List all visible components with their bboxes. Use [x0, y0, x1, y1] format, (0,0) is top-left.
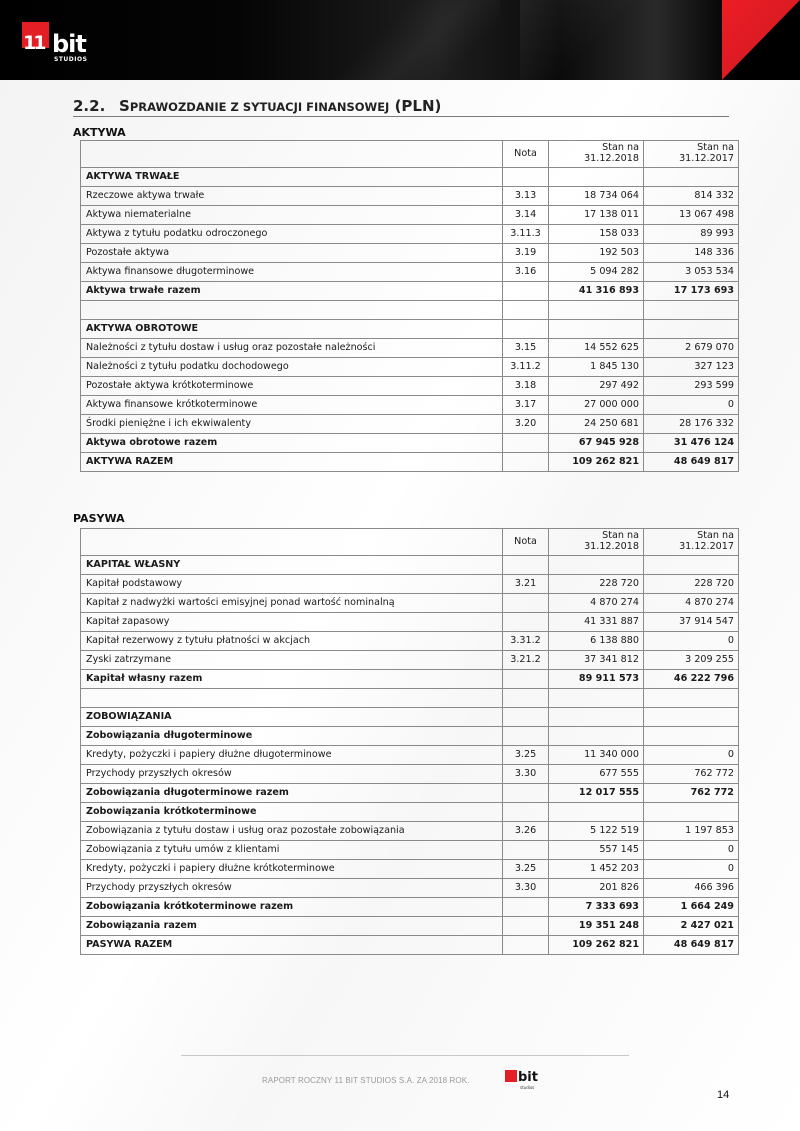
note-ref-cell: 3.25 [503, 746, 549, 765]
section-title-initial: S [119, 97, 130, 115]
note-ref-cell: 3.19 [503, 244, 549, 263]
value-2018-cell: 17 138 011 [549, 206, 644, 225]
header-cell-nota: Nota [503, 141, 549, 168]
note-ref-cell [503, 320, 549, 339]
note-ref-cell: 3.26 [503, 822, 549, 841]
value-2018-cell: 89 911 573 [549, 670, 644, 689]
table-row [81, 187, 739, 206]
table-total-row [81, 784, 739, 803]
value-2017-cell: 0 [644, 860, 739, 879]
row-label-cell: Pozostałe aktywa [81, 244, 503, 263]
assets-table [80, 140, 739, 472]
note-ref-cell: 3.15 [503, 339, 549, 358]
table-row [81, 396, 739, 415]
value-2017-cell [644, 301, 739, 320]
note-ref-cell [503, 282, 549, 301]
value-2018-cell: 67 945 928 [549, 434, 644, 453]
row-label-cell: Zobowiązania krótkoterminowe razem [81, 898, 503, 917]
row-label-cell: Zobowiązania z tytułu dostaw i usług oraz pozostałe zobowiązania [81, 822, 503, 841]
value-2017-cell [644, 803, 739, 822]
row-label-cell: Zobowiązania długoterminowe [81, 727, 503, 746]
value-2017-cell: 13 067 498 [644, 206, 739, 225]
footer-report-title: RAPORT ROCZNY 11 BIT STUDIOS S.A. ZA 2018 ROK. [262, 1076, 470, 1085]
row-label-cell: PASYWA RAZEM [81, 936, 503, 955]
value-2018-cell [549, 803, 644, 822]
value-2017-cell: 814 332 [644, 187, 739, 206]
value-2017-cell: 37 914 547 [644, 613, 739, 632]
value-2018-cell: 27 000 000 [549, 396, 644, 415]
value-2017-cell: 327 123 [644, 358, 739, 377]
value-2018-cell: 158 033 [549, 225, 644, 244]
table-row [81, 575, 739, 594]
value-2018-cell: 18 734 064 [549, 187, 644, 206]
table-total-row [81, 282, 739, 301]
value-2018-cell [549, 301, 644, 320]
row-label-cell: Kapitał podstawowy [81, 575, 503, 594]
note-ref-cell: 3.18 [503, 377, 549, 396]
header-date: 31.12.2017 [679, 153, 734, 164]
value-2018-cell: 24 250 681 [549, 415, 644, 434]
note-ref-cell [503, 301, 549, 320]
page-number: 14 [717, 1089, 730, 1101]
row-label-cell: Należności z tytułu podatku dochodowego [81, 358, 503, 377]
note-ref-cell [503, 434, 549, 453]
section-title-text: PRAWOZDANIE Z SYTUACJI FINANSOWEJ [129, 100, 390, 114]
value-2018-cell: 677 555 [549, 765, 644, 784]
value-2017-cell [644, 689, 739, 708]
liabilities-table [80, 528, 739, 955]
row-label-cell: Kapitał rezerwowy z tytułu płatności w akcjach [81, 632, 503, 651]
value-2017-cell: 0 [644, 746, 739, 765]
footer-logo [505, 1070, 553, 1094]
row-label-cell: Zobowiązania razem [81, 917, 503, 936]
value-2017-cell: 1 664 249 [644, 898, 739, 917]
row-label-cell: Aktywa trwałe razem [81, 282, 503, 301]
value-2018-cell: 4 870 274 [549, 594, 644, 613]
section-heading [73, 97, 729, 117]
table-header-row [81, 529, 739, 556]
aktywa-label: AKTYWA [73, 126, 126, 139]
row-label-cell: AKTYWA TRWAŁE [81, 168, 503, 187]
table-row [81, 594, 739, 613]
table-row [81, 822, 739, 841]
note-ref-cell [503, 917, 549, 936]
table-row [81, 746, 739, 765]
value-2017-cell: 1 197 853 [644, 822, 739, 841]
note-ref-cell [503, 453, 549, 472]
row-label-cell: Przychody przyszłych okresów [81, 879, 503, 898]
header-cell-item [81, 141, 503, 168]
row-label-cell: Przychody przyszłych okresów [81, 765, 503, 784]
value-2017-cell: 293 599 [644, 377, 739, 396]
row-label-cell: Należności z tytułu dostaw i usług oraz pozostałe należności [81, 339, 503, 358]
note-ref-cell [503, 689, 549, 708]
header-label: Stan na [697, 142, 734, 154]
note-ref-cell: 3.13 [503, 187, 549, 206]
section-title-currency: (PLN) [394, 97, 442, 115]
table-section-row [81, 168, 739, 187]
table-row [81, 358, 739, 377]
value-2017-cell [644, 708, 739, 727]
value-2017-cell: 46 222 796 [644, 670, 739, 689]
note-ref-cell [503, 613, 549, 632]
header-cell-2017 [644, 529, 739, 556]
value-2018-cell: 12 017 555 [549, 784, 644, 803]
table-row [81, 879, 739, 898]
row-label-cell: AKTYWA OBROTOWE [81, 320, 503, 339]
row-label-cell: Aktywa z tytułu podatku odroczonego [81, 225, 503, 244]
header-date: 31.12.2018 [584, 153, 639, 164]
section-number: 2.2. [73, 97, 106, 115]
footer-logo-subtitle: studios [520, 1085, 535, 1090]
value-2018-cell: 6 138 880 [549, 632, 644, 651]
note-ref-cell: 3.21.2 [503, 651, 549, 670]
value-2017-cell [644, 320, 739, 339]
table-row [81, 415, 739, 434]
value-2018-cell: 37 341 812 [549, 651, 644, 670]
value-2018-cell: 41 331 887 [549, 613, 644, 632]
table-row [81, 377, 739, 396]
value-2017-cell: 48 649 817 [644, 453, 739, 472]
value-2017-cell: 4 870 274 [644, 594, 739, 613]
note-ref-cell [503, 168, 549, 187]
row-label-cell: Aktywa niematerialne [81, 206, 503, 225]
value-2018-cell [549, 168, 644, 187]
value-2017-cell: 28 176 332 [644, 415, 739, 434]
note-ref-cell [503, 784, 549, 803]
table-row [81, 632, 739, 651]
row-label-cell: Zobowiązania krótkoterminowe [81, 803, 503, 822]
row-label-cell: Aktywa finansowe długoterminowe [81, 263, 503, 282]
value-2017-cell [644, 168, 739, 187]
value-2017-cell: 228 720 [644, 575, 739, 594]
value-2018-cell: 1 845 130 [549, 358, 644, 377]
row-label-cell: Kapitał z nadwyżki wartości emisyjnej ponad wartość nominalną [81, 594, 503, 613]
note-ref-cell: 3.16 [503, 263, 549, 282]
note-ref-cell [503, 708, 549, 727]
footer-divider [181, 1055, 629, 1056]
note-ref-cell [503, 898, 549, 917]
value-2017-cell: 3 053 534 [644, 263, 739, 282]
header-cell-2018 [549, 141, 644, 168]
value-2017-cell: 2 679 070 [644, 339, 739, 358]
value-2018-cell: 109 262 821 [549, 936, 644, 955]
table-row [81, 206, 739, 225]
table-spacer-row [81, 689, 739, 708]
row-label-cell: Aktywa finansowe krótkoterminowe [81, 396, 503, 415]
value-2018-cell: 5 094 282 [549, 263, 644, 282]
row-label-cell: Kapitał zapasowy [81, 613, 503, 632]
header-cell-2017 [644, 141, 739, 168]
header-label: Stan na [697, 530, 734, 542]
header-date: 31.12.2018 [584, 541, 639, 552]
note-ref-cell [503, 670, 549, 689]
table-total-row [81, 670, 739, 689]
value-2017-cell: 2 427 021 [644, 917, 739, 936]
table-total-row [81, 898, 739, 917]
table-total-row [81, 453, 739, 472]
value-2017-cell: 0 [644, 396, 739, 415]
table-row [81, 765, 739, 784]
row-label-cell: Środki pieniężne i ich ekwiwalenty [81, 415, 503, 434]
value-2018-cell: 41 316 893 [549, 282, 644, 301]
table-section-row [81, 803, 739, 822]
row-label-cell: Kapitał własny razem [81, 670, 503, 689]
table-total-row [81, 917, 739, 936]
note-ref-cell [503, 594, 549, 613]
note-ref-cell [503, 556, 549, 575]
row-label-cell: Zobowiązania z tytułu umów z klientami [81, 841, 503, 860]
note-ref-cell: 3.14 [503, 206, 549, 225]
note-ref-cell: 3.17 [503, 396, 549, 415]
row-label-cell: Kredyty, pożyczki i papiery dłużne długoterminowe [81, 746, 503, 765]
header-cell-nota: Nota [503, 529, 549, 556]
logo-subtitle: STUDIOS [54, 56, 88, 63]
logo-wordmark: bit [52, 30, 86, 58]
table-total-row [81, 936, 739, 955]
logo-number: 11 [23, 32, 44, 54]
value-2018-cell [549, 320, 644, 339]
row-label-cell: Zyski zatrzymane [81, 651, 503, 670]
table-section-row [81, 708, 739, 727]
row-label-cell [81, 301, 503, 320]
header-label: Stan na [602, 530, 639, 542]
row-label-cell: Kredyty, pożyczki i papiery dłużne krótkoterminowe [81, 860, 503, 879]
table-row [81, 651, 739, 670]
table-row [81, 263, 739, 282]
value-2017-cell: 0 [644, 841, 739, 860]
value-2018-cell: 11 340 000 [549, 746, 644, 765]
table-section-row [81, 556, 739, 575]
value-2017-cell: 466 396 [644, 879, 739, 898]
table-header-row [81, 141, 739, 168]
row-label-cell: KAPITAŁ WŁASNY [81, 556, 503, 575]
note-ref-cell: 3.21 [503, 575, 549, 594]
value-2017-cell: 762 772 [644, 765, 739, 784]
table-row [81, 613, 739, 632]
value-2017-cell: 89 993 [644, 225, 739, 244]
row-label-cell: AKTYWA RAZEM [81, 453, 503, 472]
table-row [81, 225, 739, 244]
value-2017-cell: 17 173 693 [644, 282, 739, 301]
row-label-cell [81, 689, 503, 708]
value-2018-cell: 7 333 693 [549, 898, 644, 917]
note-ref-cell: 3.31.2 [503, 632, 549, 651]
footer-logo-red-badge [505, 1070, 517, 1082]
value-2017-cell: 148 336 [644, 244, 739, 263]
note-ref-cell: 3.30 [503, 765, 549, 784]
value-2018-cell: 201 826 [549, 879, 644, 898]
row-label-cell: ZOBOWIĄZANIA [81, 708, 503, 727]
value-2018-cell [549, 689, 644, 708]
value-2018-cell: 297 492 [549, 377, 644, 396]
table-total-row [81, 434, 739, 453]
row-label-cell: Zobowiązania długoterminowe razem [81, 784, 503, 803]
value-2018-cell: 192 503 [549, 244, 644, 263]
table-spacer-row [81, 301, 739, 320]
value-2017-cell: 762 772 [644, 784, 739, 803]
value-2018-cell: 1 452 203 [549, 860, 644, 879]
value-2018-cell: 228 720 [549, 575, 644, 594]
value-2018-cell [549, 727, 644, 746]
value-2018-cell: 19 351 248 [549, 917, 644, 936]
note-ref-cell: 3.25 [503, 860, 549, 879]
header-cell-item [81, 529, 503, 556]
note-ref-cell [503, 803, 549, 822]
note-ref-cell: 3.20 [503, 415, 549, 434]
note-ref-cell: 3.30 [503, 879, 549, 898]
table-section-row [81, 727, 739, 746]
header-label: Stan na [602, 142, 639, 154]
row-label-cell: Rzeczowe aktywa trwałe [81, 187, 503, 206]
note-ref-cell [503, 841, 549, 860]
note-ref-cell: 3.11.2 [503, 358, 549, 377]
value-2018-cell [549, 556, 644, 575]
table-section-row [81, 320, 739, 339]
note-ref-cell [503, 936, 549, 955]
note-ref-cell [503, 727, 549, 746]
value-2017-cell [644, 727, 739, 746]
table-row [81, 860, 739, 879]
note-ref-cell: 3.11.3 [503, 225, 549, 244]
value-2017-cell: 31 476 124 [644, 434, 739, 453]
value-2018-cell: 5 122 519 [549, 822, 644, 841]
value-2017-cell [644, 556, 739, 575]
value-2018-cell: 109 262 821 [549, 453, 644, 472]
value-2017-cell: 0 [644, 632, 739, 651]
header-cell-2018 [549, 529, 644, 556]
pasywa-label: PASYWA [73, 512, 125, 525]
footer-logo-wordmark: bit [518, 1070, 538, 1085]
row-label-cell: Aktywa obrotowe razem [81, 434, 503, 453]
table-row [81, 339, 739, 358]
table-row [81, 841, 739, 860]
value-2018-cell: 14 552 625 [549, 339, 644, 358]
value-2017-cell: 3 209 255 [644, 651, 739, 670]
value-2017-cell: 48 649 817 [644, 936, 739, 955]
table-row [81, 244, 739, 263]
header-date: 31.12.2017 [679, 541, 734, 552]
row-label-cell: Pozostałe aktywa krótkoterminowe [81, 377, 503, 396]
value-2018-cell: 557 145 [549, 841, 644, 860]
value-2018-cell [549, 708, 644, 727]
